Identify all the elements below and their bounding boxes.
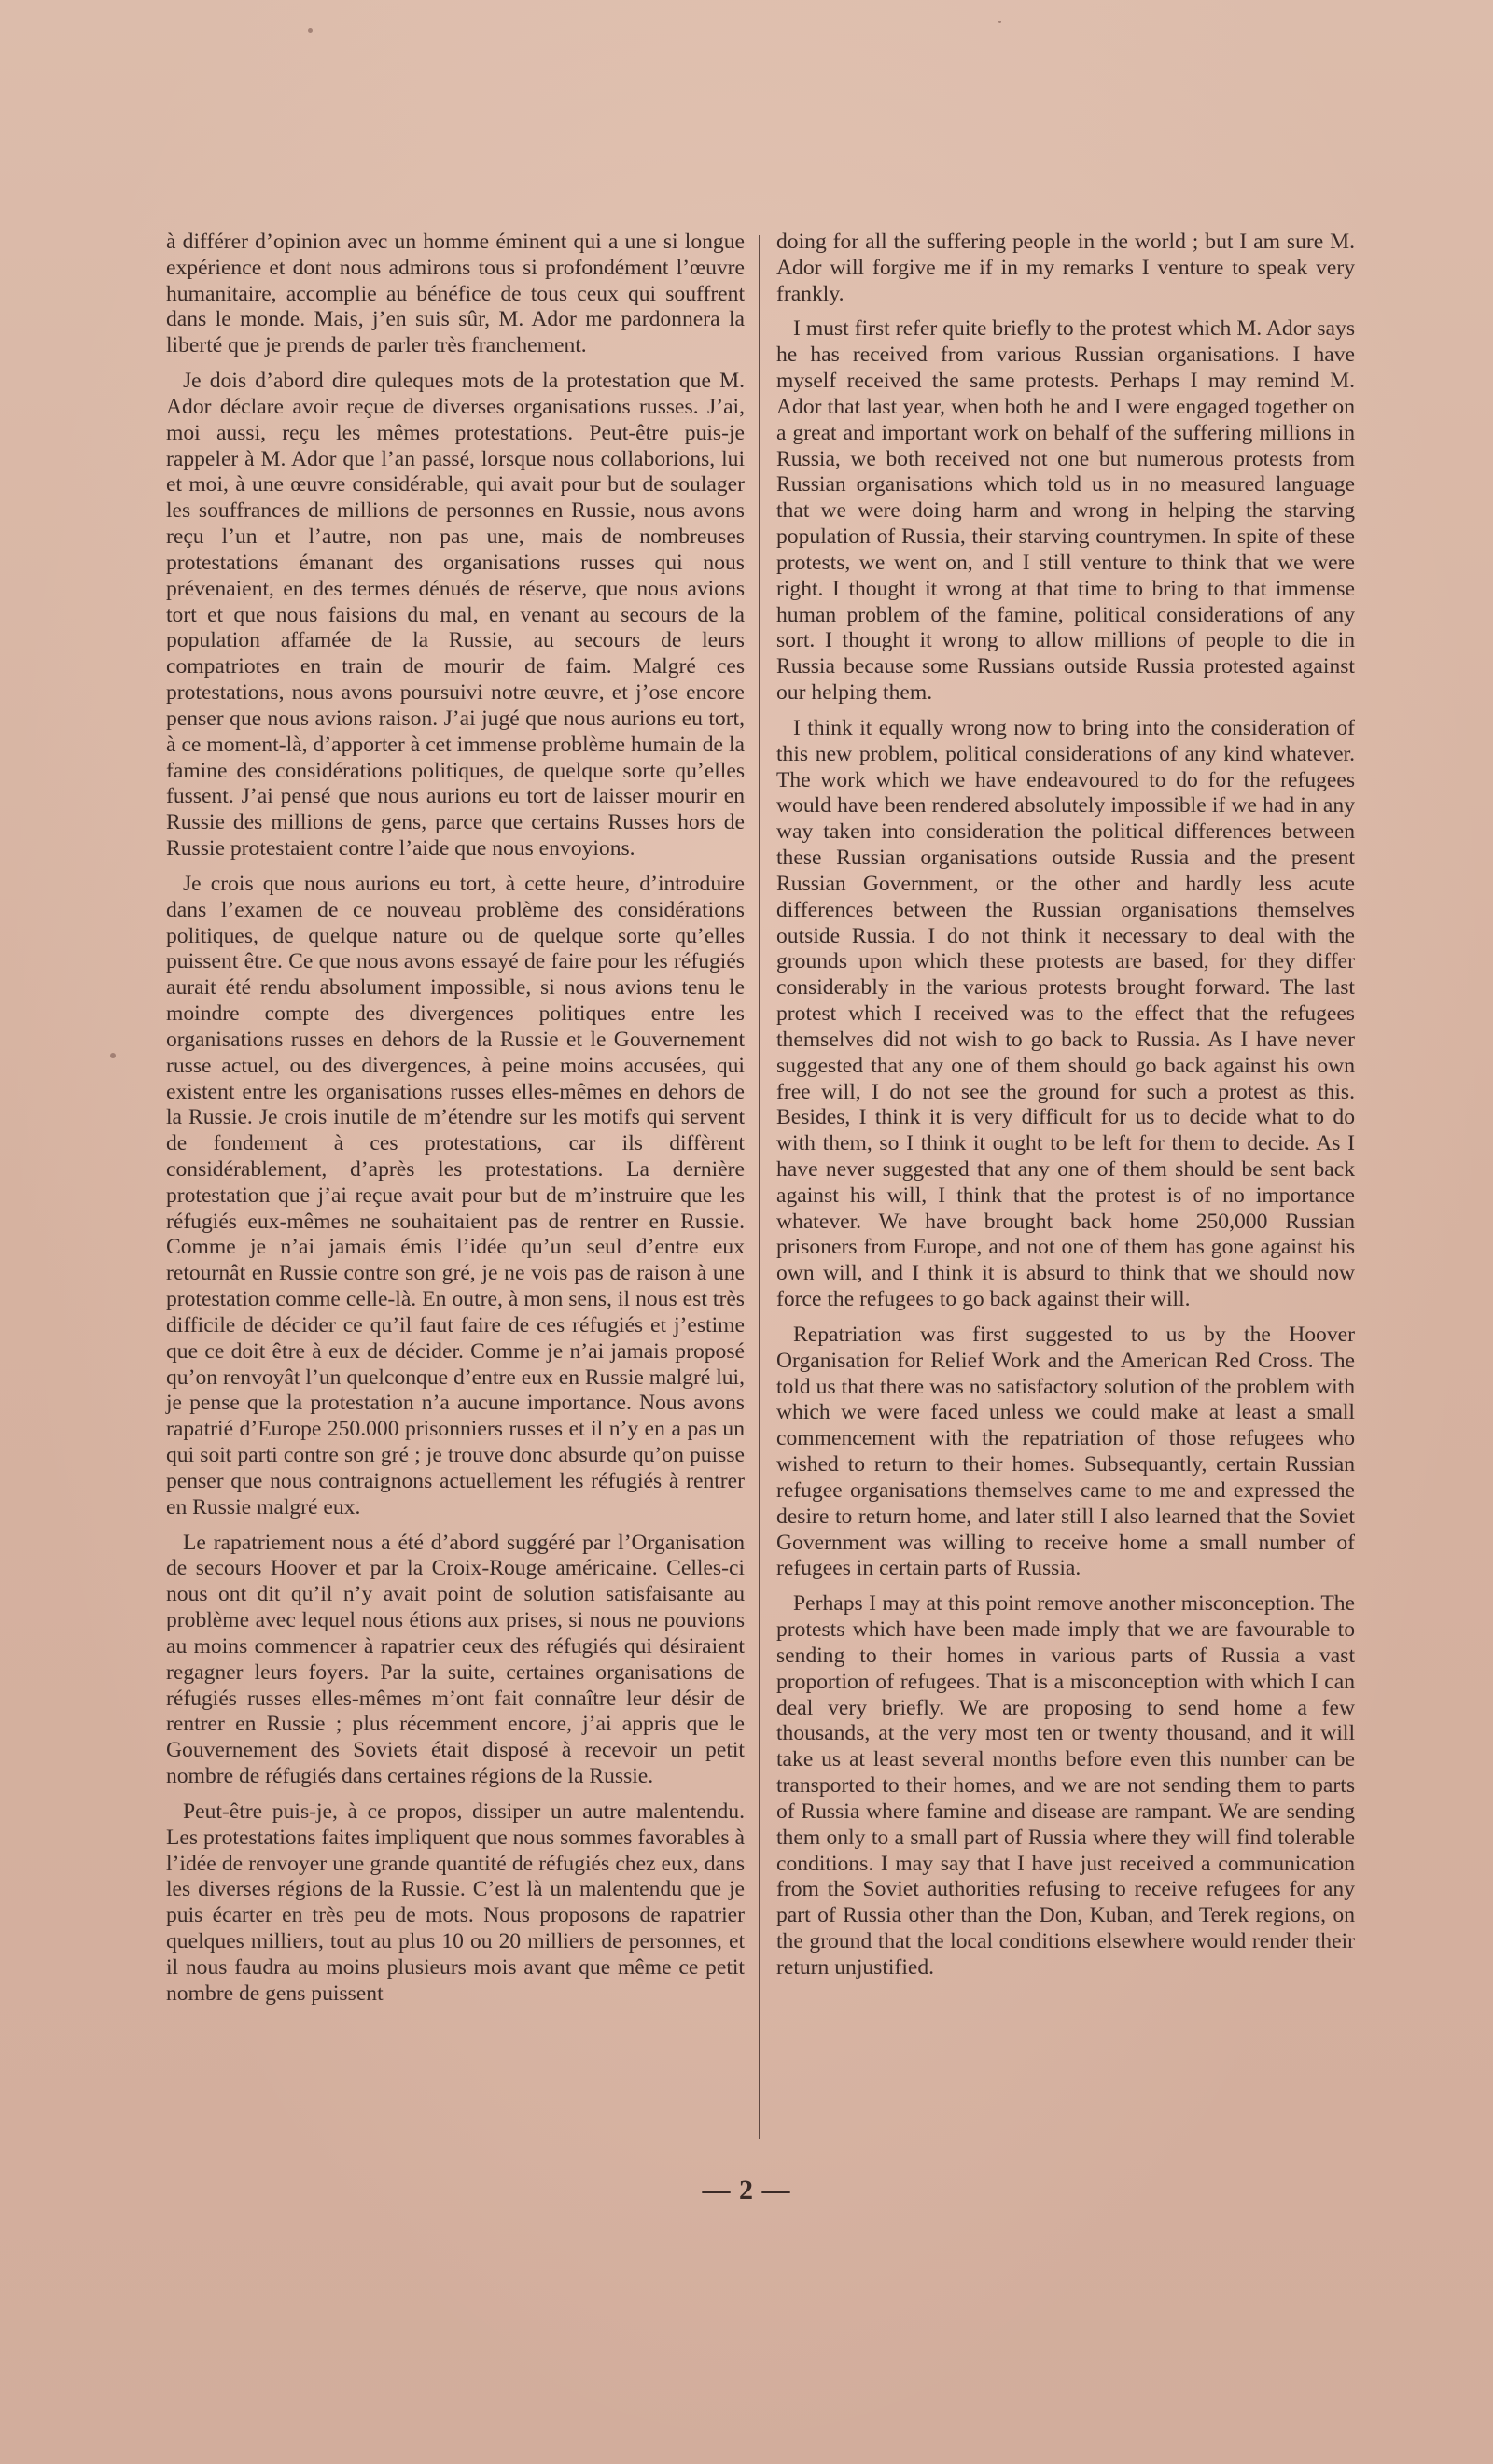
column-divider [759, 235, 760, 2139]
paragraph: I must first refer quite briefly to the protest which M. Ador says he has received from various Russian organisations. I have myself received the same protests. Perhaps I may remind M. Ador that last year, when both he and I were engaged together on a great and important work on behalf of the suffering millions in Russia, we both received not one but numerous protests from Russian organisations which told us in no measured language that we were doing harm and wrong in helping the starving population of Russia, their starving countrymen. In spite of these protests, we went on, and I still venture to think that we were right. I thought it wrong at that time to bring to that immense human problem of the famine, political considerations of any sort. I thought it wrong to allow millions of people to die in Russia because some Russians outside Russia protested against our helping them. [776, 316, 1355, 706]
paragraph: à différer d’opinion avec un homme éminent qui a une si longue expérience et dont nous admirons tous si profondément l’œuvre humanitaire, accomplie au bénéfice de tous ceux qui souffrent dans le monde. Mais, j’en suis sûr, M. Ador me pardonnera la liberté que je prends de parler très franchement. [166, 230, 745, 358]
paragraph: Le rapatriement nous a été d’abord suggéré par l’Organisation de secours Hoover et par la Croix-Rouge américaine. Celles-ci nous ont dit qu’il n’y avait point de solution satisfaisante au problème avec lequel nous étions aux prises, si nous ne pouvions au moins commencer à rapatrier ceux des réfugiés qui désiraient regagner leurs foyers. Par la suite, certaines organisations de réfugiés russes elles-mêmes m’ont fait connaître leur désir de rentrer en Russie ; plus récemment encore, j’ai appris que le Gouvernement des Soviets était disposé à recevoir un petit nombre de réfugiés dans certaines régions de la Russie. [166, 1530, 745, 1789]
paragraph: Je crois que nous aurions eu tort, à cette heure, d’introduire dans l’examen de ce nouveau problème des considérations politiques, de quelque nature ou de quelque sorte qu’elles puissent être. Ce que nous avons essayé de faire pour les réfugiés aurait été rendu absolument impossible, si nous avions tenu le moindre compte des divergences politiques entre les organisations russes en dehors de la Russie et le Gouvernement russe actuel, ou des divergences, à peine moins accusées, qui existent entre les organisations russes elles-mêmes en dehors de la Russie. Je crois inutile de m’étendre sur les motifs qui servent de fondement à ces protestations, car ils diffèrent considérablement, d’après les protestations. La dernière protestation que j’ai reçue avait pour but de m’instruire que les réfugiés eux-mêmes ne souhaitaient pas de rentrer en Russie. Comme je n’ai jamais émis l’idée qu’un seul d’entre eux retournât en Russie contre son gré, je ne vois pas de raison à une protestation comme celle-là. En outre, à mon sens, il nous est très difficile de décider ce qu’il faut faire de ces réfugiés et j’estime que ce doit être à eux de décider. Comme je n’ai jamais proposé qu’on renvoyât l’un quelconque d’entre eux en Russie malgré lui, je pense que la protestation n’a aucune importance. Nous avons rapatrié d’Europe 250.000 prisonniers russes et il n’y en a pas un qui soit parti contre son gré ; je trouve donc absurde qu’on puisse penser que nous contraignons actuellement les réfugiés à rentrer en Russie malgré eux. [166, 871, 745, 1519]
english-text-column [776, 230, 1355, 1991]
paragraph: Repatriation was first suggested to us by the Hoover Organisation for Relief Work and the American Red Cross. The told us that there was no satisfactory solution of the problem with which we were faced unless we could make at least a small commencement with the repatriation of those refugees who wished to return to their homes. Subsequantly, certain Russian refugee organisations themselves came to me and expressed the desire to return home, and later still I also learned that the Soviet Government was willing to receive home a small number of refugees in certain parts of Russia. [776, 1322, 1355, 1581]
paper-speck [998, 21, 1001, 23]
paragraph: I think it equally wrong now to bring into the consideration of this new problem, political considerations of any kind whatever. The work which we have endeavoured to do for the refugees would have been rendered absolutely impossible if we had in any way taken into consideration the political differences between these Russian organisations outside Russia and the present Russian Government, or the other and hardly less acute differences between the Russian organisations themselves outside Russia. I do not think it necessary to deal with the grounds upon which these protests are based, for they differ considerably in the various protests brought forward. The last protest which I received was to the effect that the refugees themselves did not wish to go back to Russia. As I have never suggested that any one of them should go back against his own free will, I do not see the ground for such a protest as this. Besides, I think it is very difficult for us to decide what to do with them, so I think it ought to be left for them to decide. As I have never suggested that any one of them should be sent back against his will, I think that the protest is of no importance whatever. We have brought back home 250,000 Russian prisoners from Europe, and not one of them has gone against his own will, and I think it is absurd to think that we should now force the refugees to go back against their will. [776, 715, 1355, 1312]
paper-speck [110, 1053, 116, 1058]
paragraph: doing for all the suffering people in the world ; but I am sure M. Ador will forgive me if in my remarks I venture to speak very frankly. [776, 230, 1355, 306]
paragraph: Peut-être puis-je, à ce propos, dissiper un autre malentendu. Les protestations faites impliquent que nous sommes favorables à l’idée de renvoyer une grande quantité de réfugiés chez eux, dans les diverses régions de la Russie. C’est là un malentendu que je puis écarter en très peu de mots. Nous proposons de rapatrier quelques milliers, tout au plus 10 ou 20 milliers de personnes, et il nous faudra au moins plusieurs mois avant que même ce petit nombre de gens puissent [166, 1799, 745, 2006]
page-number: — 2 — [702, 2175, 791, 2205]
paragraph: Je dois d’abord dire quleques mots de la protestation que M. Ador déclare avoir reçue de diverses organisations russes. J’ai, moi aussi, reçu les mêmes protestations. Peut-être puis-je rappeler à M. Ador que l’an passé, lorsque nous collaborions, lui et moi, à une œuvre considérable, qui avait pour but de soulager les souffrances de millions de personnes en Russie, nous avons reçu l’un et l’autre, non pas une, mais de nombreuses protestations émanant des organisations russes qui nous prévenaient, en des termes dénués de réserve, que nous avions tort et que nous faisions du mal, en venant au secours de la population affamée de la Russie, au secours de leurs compatriotes en train de mourir de faim. Malgré ces protestations, nous avons poursuivi notre œuvre, et j’ose encore penser que nous avions raison. J’ai jugé que nous aurions eu tort, à ce moment-là, d’apporter à cet immense problème humain de la famine des considérations politiques, de quelque sorte qu’elles fussent. J’ai pensé que nous aurions eu tort de laisser mourir en Russie des millions de gens, parce que certains Russes hors de Russie protestaient contre l’aide que nous envoyions. [166, 369, 745, 861]
paper-speck [308, 28, 313, 33]
paragraph: Perhaps I may at this point remove another misconception. The protests which have been made imply that we are favourable to sending to their homes in various parts of Russia a vast proportion of refugees. That is a misconception with which I can deal very briefly. We are proposing to send home a few thousands, at the very most ten or twenty thousand, and it will take us at least several months before even this number can be transported to their homes, and we are not sending them to parts of Russia where famine and disease are rampant. We are sending them only to a small part of Russia where they will find tolerable conditions. I may say that I have just received a communication from the Soviet authorities refusing to receive refugees for any part of Russia other than the Don, Kuban, and Terek regions, on the ground that the local conditions elsewhere would render their return unjustified. [776, 1591, 1355, 1980]
french-text-column [166, 230, 745, 2016]
